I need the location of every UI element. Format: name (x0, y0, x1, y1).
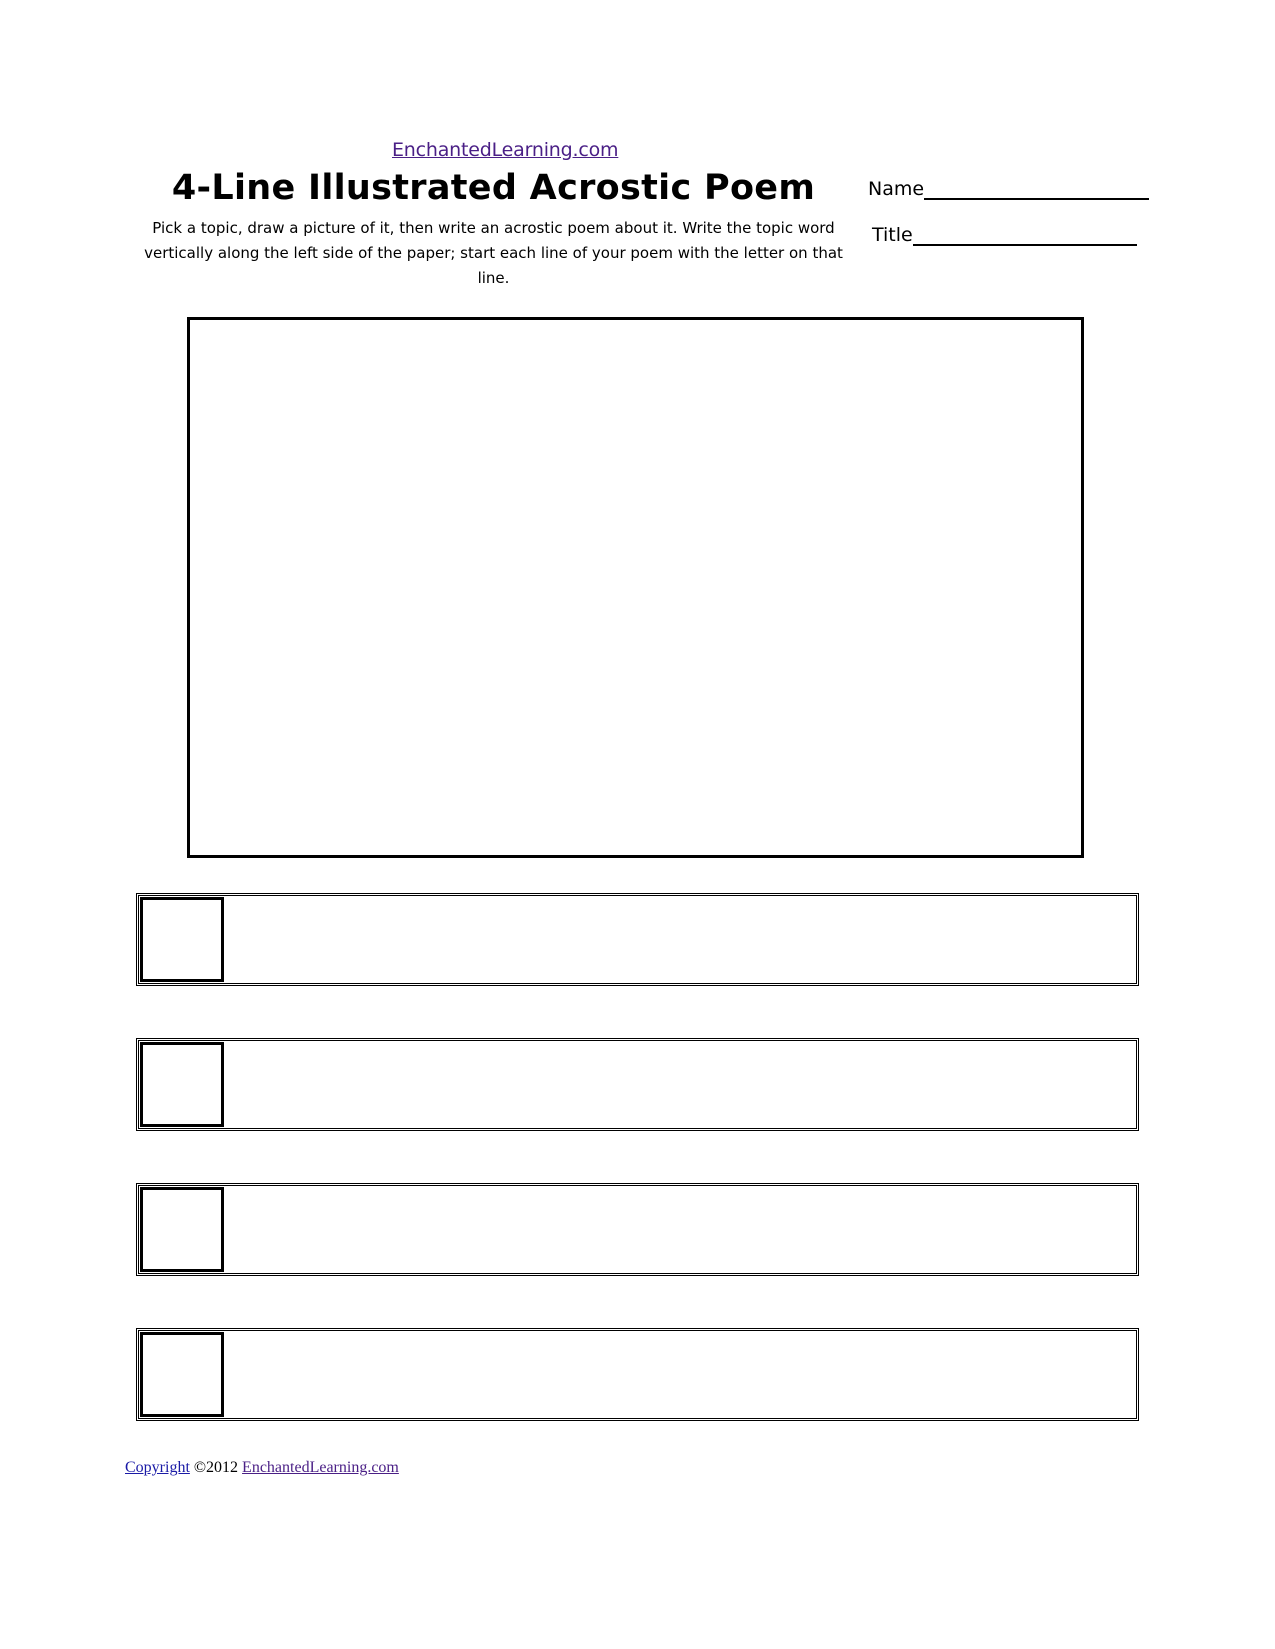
illustration-box[interactable] (187, 317, 1084, 858)
worksheet-title: 4-Line Illustrated Acrostic Poem (171, 168, 816, 208)
letter-box-2[interactable] (140, 1042, 224, 1127)
poem-line-3[interactable] (136, 1183, 1139, 1276)
title-label: Title (872, 224, 913, 246)
site-link[interactable]: EnchantedLearning.com (392, 139, 619, 161)
copyright-link[interactable]: Copyright (125, 1459, 190, 1476)
title-blank-line[interactable] (913, 224, 1137, 246)
poem-line-4[interactable] (136, 1328, 1139, 1421)
letter-box-4[interactable] (140, 1332, 224, 1417)
footer (125, 1459, 399, 1477)
instructions-text: Pick a topic, draw a picture of it, then write an acrostic poem about it. Write the topic word vertically along the left side of the paper; start each line of your poem with the letter on that line. (144, 219, 843, 287)
copyright-year: ©2012 (189, 1459, 243, 1476)
letter-box-3[interactable] (140, 1187, 224, 1272)
footer-site-link[interactable]: EnchantedLearning.com (242, 1459, 399, 1476)
title-field[interactable] (872, 224, 1137, 246)
name-field[interactable] (868, 178, 1149, 200)
letter-box-1[interactable] (140, 897, 224, 982)
poem-line-1[interactable] (136, 893, 1139, 986)
name-label: Name (868, 178, 925, 200)
name-blank-line[interactable] (924, 178, 1149, 200)
poem-line-2[interactable] (136, 1038, 1139, 1131)
